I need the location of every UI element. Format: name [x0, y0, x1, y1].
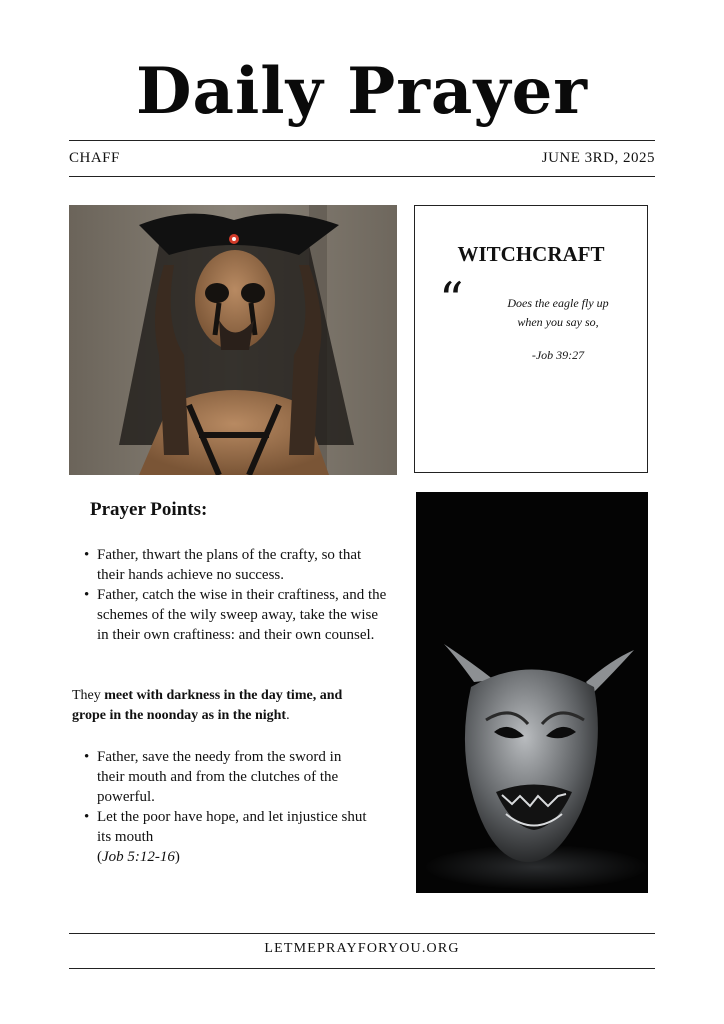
prayer-list-1 — [69, 545, 389, 645]
quote-reference: -Job 39:27 — [531, 348, 585, 362]
list-item — [69, 585, 389, 645]
list-item-text: Father, thwart the plans of the crafty, so that their hands achieve no success. — [97, 547, 362, 583]
paragraph-bold: meet with darkness in the day time, and grope in the noonday as in the night — [72, 688, 343, 723]
witch-portrait-image — [69, 205, 397, 475]
page-title: Daily Prayer — [136, 54, 588, 129]
list-item-text: Let the poor have hope, and let injustice shut its mouth — [97, 809, 367, 845]
section-label: CHAFF — [69, 150, 120, 166]
list-item-text: Father, catch the wise in their craftiness, and the schemes of the wily sweep away, take the wise in their own craftiness: and their own counsel. — [97, 587, 387, 643]
list-item — [69, 807, 369, 847]
list-item — [69, 545, 389, 585]
bullet-icon: • — [84, 809, 90, 825]
paragraph-end: . — [286, 708, 290, 723]
footer-website: LETMEPRAYFORYOU.ORG — [264, 941, 460, 956]
footer-bottom-divider — [69, 968, 655, 969]
scripture-quote — [483, 294, 633, 332]
prayer-points-heading: Prayer Points: — [90, 499, 208, 520]
scripture-reference — [69, 847, 369, 867]
quote-line-1: Does the eagle fly up — [507, 296, 609, 310]
prayer-list-2-block — [69, 747, 369, 867]
scripture-paragraph — [72, 686, 372, 726]
footer-top-divider — [69, 933, 655, 934]
header-divider — [69, 176, 655, 177]
list-item — [69, 747, 369, 807]
ref-text: Job 5:12-16 — [102, 849, 175, 865]
bullet-icon: • — [84, 587, 90, 603]
ref-close: ) — [174, 849, 180, 865]
quote-line-2: when you say so, — [517, 315, 599, 329]
quote-box-title: WITCHCRAFT — [457, 242, 605, 266]
bullet-icon: • — [84, 749, 90, 765]
list-item-text: Father, save the needy from the sword in their mouth and from the clutches of the powerful. — [97, 749, 342, 805]
top-divider — [69, 140, 655, 141]
prayer-list-2 — [69, 747, 369, 847]
quote-mark-icon: “ — [439, 272, 464, 328]
paragraph-lead: They — [72, 688, 105, 703]
demon-mask-image — [416, 492, 648, 893]
ref-open: ( — [97, 849, 102, 865]
bullet-icon: • — [84, 547, 90, 563]
issue-date: JUNE 3RD, 2025 — [541, 150, 655, 166]
quote-box — [414, 205, 648, 473]
